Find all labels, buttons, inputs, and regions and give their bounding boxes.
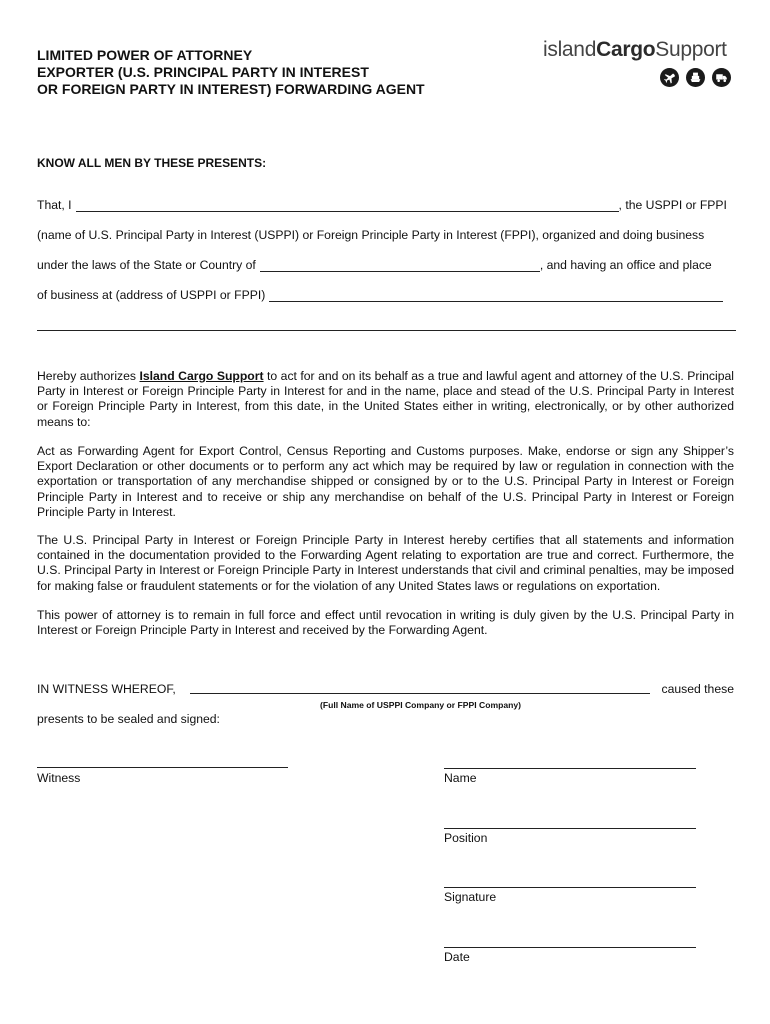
- business-address-field[interactable]: [269, 289, 723, 302]
- caused-these-label: caused these: [661, 682, 734, 696]
- signature-label: Signature: [444, 890, 497, 904]
- address-continuation-field[interactable]: [37, 330, 736, 331]
- company-full-name-field[interactable]: [190, 693, 650, 694]
- logo-part-cargo: Cargo: [596, 38, 656, 61]
- date-label: Date: [444, 950, 470, 964]
- that-i-label: That, I: [37, 198, 72, 212]
- business-address-label: of business at (address of USPPI or FPPI): [37, 288, 266, 302]
- state-country-row: [37, 258, 734, 272]
- signature-field[interactable]: [444, 887, 696, 888]
- duration-paragraph: This power of attorney is to remain in full force and effect until revocation in writing is duly given by the U.S. Principal Party in Interest or Foreign Principle Party in Interest and received by the Forwarding Agent.: [37, 608, 734, 638]
- usppi-fppi-label: , the USPPI or FPPI: [618, 198, 727, 212]
- name-description-row: [37, 228, 734, 242]
- name-label: Name: [444, 771, 477, 785]
- airplane-icon: [660, 68, 679, 87]
- presents-label: presents to be sealed and signed:: [37, 712, 220, 726]
- certification-paragraph: The U.S. Principal Party in Interest or Foreign Principle Party in Interest hereby certifies that all statements and information contained in the documentation provided to the Forwarding Agent relating to exportation are true and correct. Furthermore, the U.S. Principal Party in Interest or Foreign Principle Party in Interest understands that civil and criminal penalties, may be imposed for making false or fraudulent statements or for the violation of any United States laws or regulations on exportation.: [37, 533, 734, 593]
- know-all-heading: KNOW ALL MEN BY THESE PRESENTS:: [37, 156, 267, 170]
- party-name-row: [37, 198, 734, 212]
- agent-company-name: Island Cargo Support: [139, 369, 264, 383]
- title-line-1: LIMITED POWER OF ATTORNEY: [37, 47, 253, 63]
- witness-label: Witness: [37, 771, 81, 785]
- state-country-label: under the laws of the State or Country of: [37, 258, 256, 272]
- forwarding-agent-paragraph: Act as Forwarding Agent for Export Control, Census Reporting and Customs purposes. Make, endorse or sign any Shipper’s Export Declaration or other documents or to perform any act which may be required by law or regulation in connection with the exportation or transportation of any merchandise shipped or consigned by or to the U.S. Principal Party in Interest or Foreign Principle Party in Interest and to receive or ship any merchandise on behalf of the U.S. Principal Party in Interest or Foreign Principle Party in Interest.: [37, 444, 734, 519]
- date-field[interactable]: [444, 947, 696, 948]
- state-country-field[interactable]: [260, 259, 540, 272]
- p1-after-text: to act for and on its behalf as a true and lawful agent and attorney of the U.S. Principal Party in Interest or Foreign Principle Party in Interest for and in the name, place and stead of the U.S. Principal Party in Interest or Foreign Principle Party in Interest, from this date, in the United States either in writing, electronically, or by other authorized means to:: [37, 369, 735, 429]
- title-line-2: EXPORTER (U.S. PRINCIPAL PARTY IN INTEREST: [37, 64, 369, 80]
- business-address-row: [37, 288, 734, 302]
- company-logo: [543, 38, 727, 62]
- ship-icon: [686, 68, 705, 87]
- company-name-caption: (Full Name of USPPI Company or FPPI Company): [319, 700, 522, 710]
- witness-signature-field[interactable]: [37, 767, 288, 768]
- logo-icons: [660, 68, 731, 87]
- p1-before-text: Hereby authorizes: [37, 369, 140, 383]
- logo-part-support: Support: [655, 38, 727, 61]
- party-name-field[interactable]: [76, 199, 619, 212]
- name-description-text: (name of U.S. Principal Party in Interest (USPPI) or Foreign Principle Party in Interest (FPPI), organized and doing business: [37, 228, 705, 242]
- title-line-3: OR FOREIGN PARTY IN INTEREST) FORWARDING AGENT: [37, 81, 425, 97]
- witness-whereof-label: IN WITNESS WHEREOF,: [37, 682, 176, 696]
- logo-part-island: island: [543, 38, 597, 61]
- office-place-label: , and having an office and place: [539, 258, 712, 272]
- truck-icon: [712, 68, 731, 87]
- position-label: Position: [444, 831, 488, 845]
- position-field[interactable]: [444, 828, 696, 829]
- authorization-paragraph: [37, 369, 734, 430]
- document-title: [37, 47, 425, 98]
- name-field[interactable]: [444, 768, 696, 769]
